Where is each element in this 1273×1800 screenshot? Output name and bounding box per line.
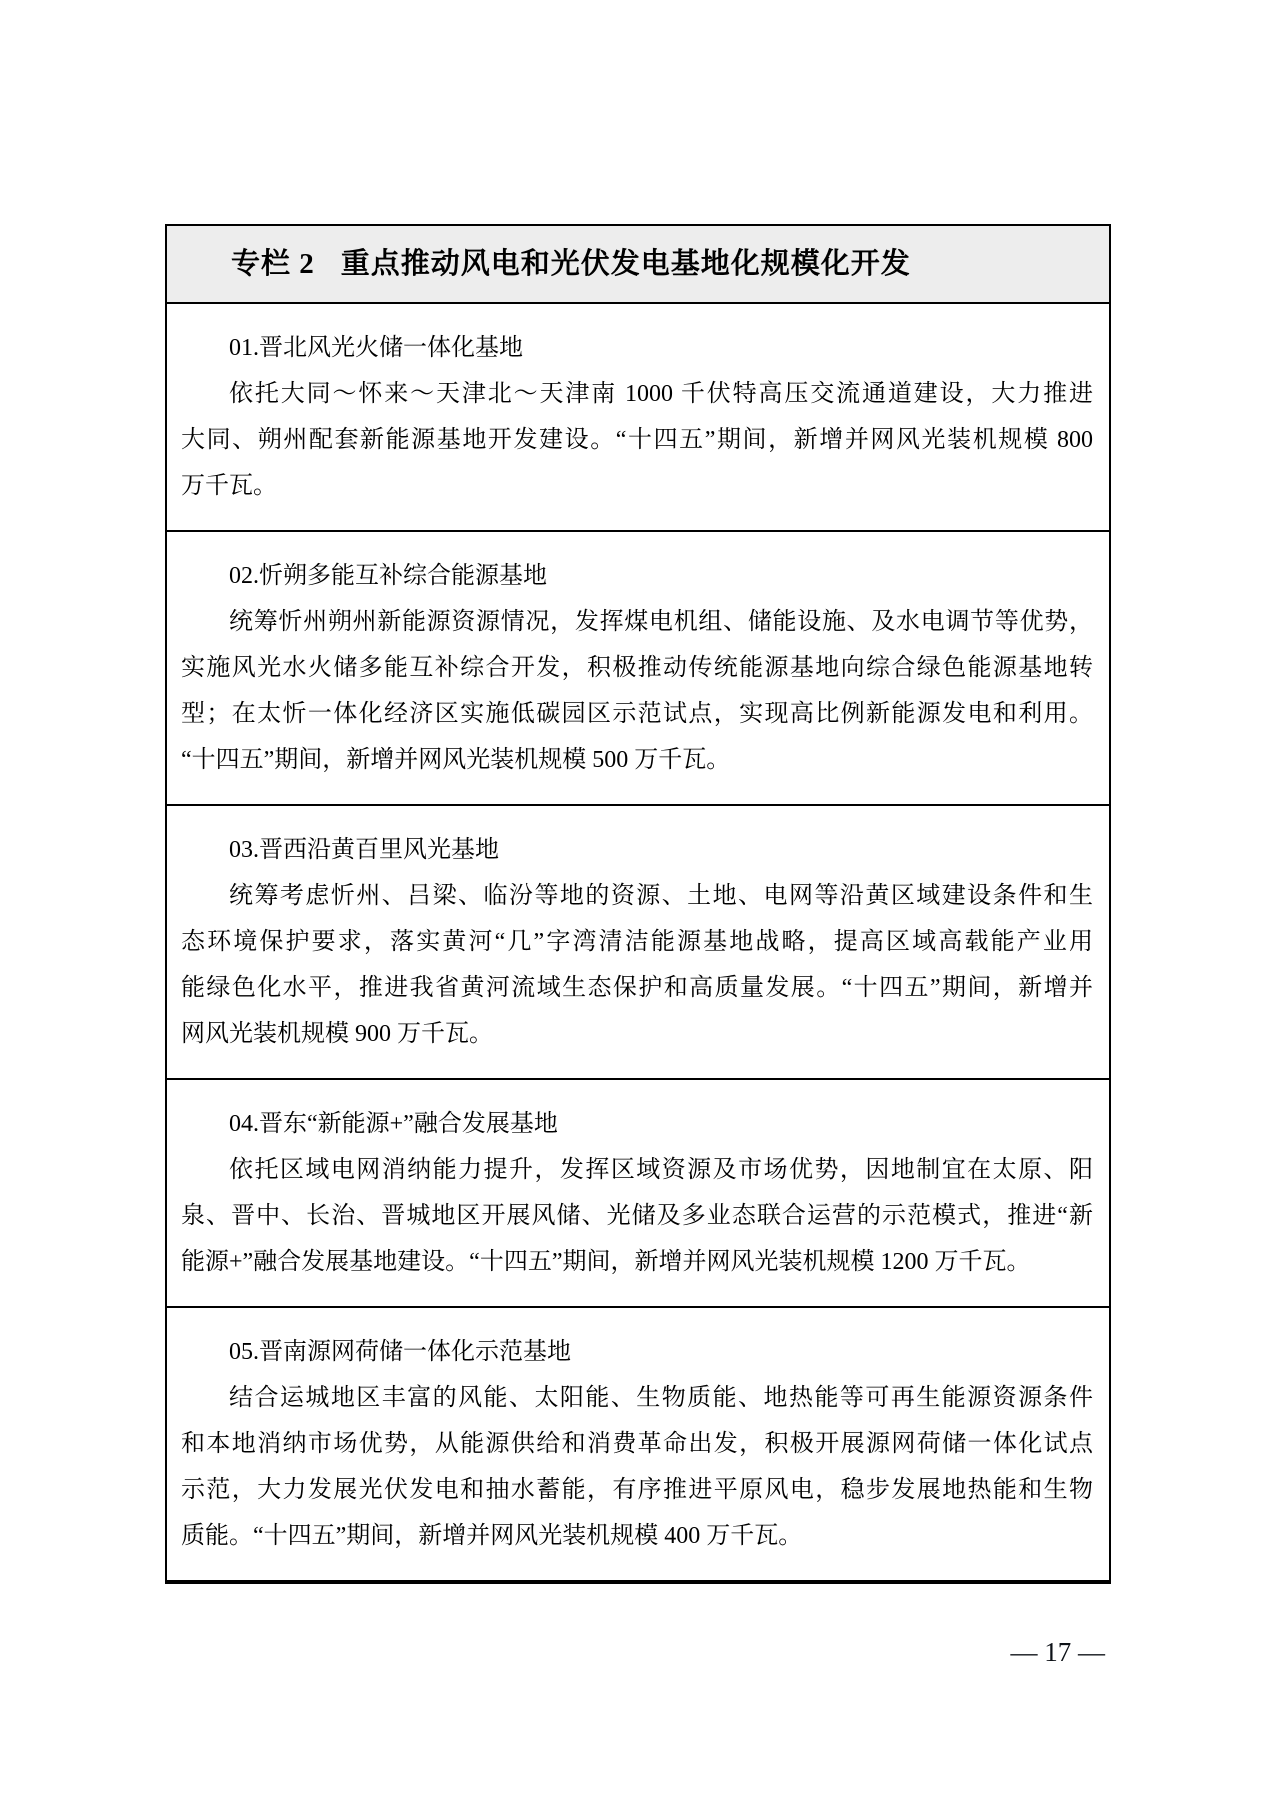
column-panel (165, 224, 1111, 1584)
section-title: 04.晋东“新能源+”融合发展基地 (229, 1111, 558, 1137)
paragraph-line: 态环境保护要求，落实黄河“几”字湾清洁能源基地战略，提高区域高载能产业用 (181, 929, 1093, 955)
paragraph-line: 能绿色化水平，推进我省黄河流域生态保护和高质量发展。“十四五”期间，新增并 (181, 975, 1093, 1001)
panel-header-label: 专栏 2 (231, 248, 315, 280)
paragraph-line: 泉、晋中、长治、晋城地区开展风储、光储及多业态联合运营的示范模式，推进“新 (181, 1203, 1093, 1229)
section-title: 03.晋西沿黄百里风光基地 (229, 837, 499, 863)
paragraph-line: 型；在太忻一体化经济区实施低碳园区示范试点，实现高比例新能源发电和利用。 (181, 701, 1093, 727)
section-03 (167, 804, 1109, 1078)
paragraph-line: 统筹忻州朔州新能源资源情况，发挥煤电机组、储能设施、及水电调节等优势， (229, 609, 1093, 635)
paragraph-line: 万千瓦。 (181, 473, 277, 499)
paragraph-line: 和本地消纳市场优势，从能源供给和消费革命出发，积极开展源网荷储一体化试点 (181, 1431, 1093, 1457)
paragraph-line: 网风光装机规模 900 万千瓦。 (181, 1021, 493, 1047)
section-title: 01.晋北风光火储一体化基地 (229, 335, 523, 361)
section-05 (167, 1306, 1109, 1580)
paragraph-line: 示范，大力发展光伏发电和抽水蓄能，有序推进平原风电，稳步发展地热能和生物 (181, 1477, 1093, 1503)
section-02 (167, 530, 1109, 804)
paragraph-line: 质能。“十四五”期间，新增并网风光装机规模 400 万千瓦。 (181, 1523, 803, 1549)
section-04 (167, 1078, 1109, 1306)
paragraph-line: 依托区域电网消纳能力提升，发挥区域资源及市场优势，因地制宜在太原、阳 (229, 1157, 1093, 1183)
panel-header-title: 重点推动风电和光伏发电基地化规模化开发 (340, 248, 911, 280)
paragraph-line: 结合运城地区丰富的风能、太阳能、生物质能、地热能等可再生能源资源条件 (229, 1385, 1093, 1411)
section-01 (167, 304, 1109, 530)
paragraph-line: 实施风光水火储多能互补综合开发，积极推动传统能源基地向综合绿色能源基地转 (181, 655, 1093, 681)
panel-header (167, 226, 1109, 304)
paragraph-line: 依托大同～怀来～天津北～天津南 1000 千伏特高压交流通道建设，大力推进 (229, 381, 1093, 407)
paragraph-line: 能源+”融合发展基地建设。“十四五”期间，新增并网风光装机规模 1200 万千瓦。 (181, 1249, 1031, 1275)
paragraph-line: 统筹考虑忻州、吕梁、临汾等地的资源、土地、电网等沿黄区域建设条件和生 (229, 883, 1093, 909)
section-title: 05.晋南源网荷储一体化示范基地 (229, 1339, 571, 1365)
page-number: — 17 — (1010, 1637, 1105, 1667)
section-title: 02.忻朔多能互补综合能源基地 (229, 563, 547, 589)
paragraph-line: “十四五”期间，新增并网风光装机规模 500 万千瓦。 (181, 747, 731, 773)
paragraph-line: 大同、朔州配套新能源基地开发建设。“十四五”期间，新增并网风光装机规模 800 (181, 427, 1093, 453)
